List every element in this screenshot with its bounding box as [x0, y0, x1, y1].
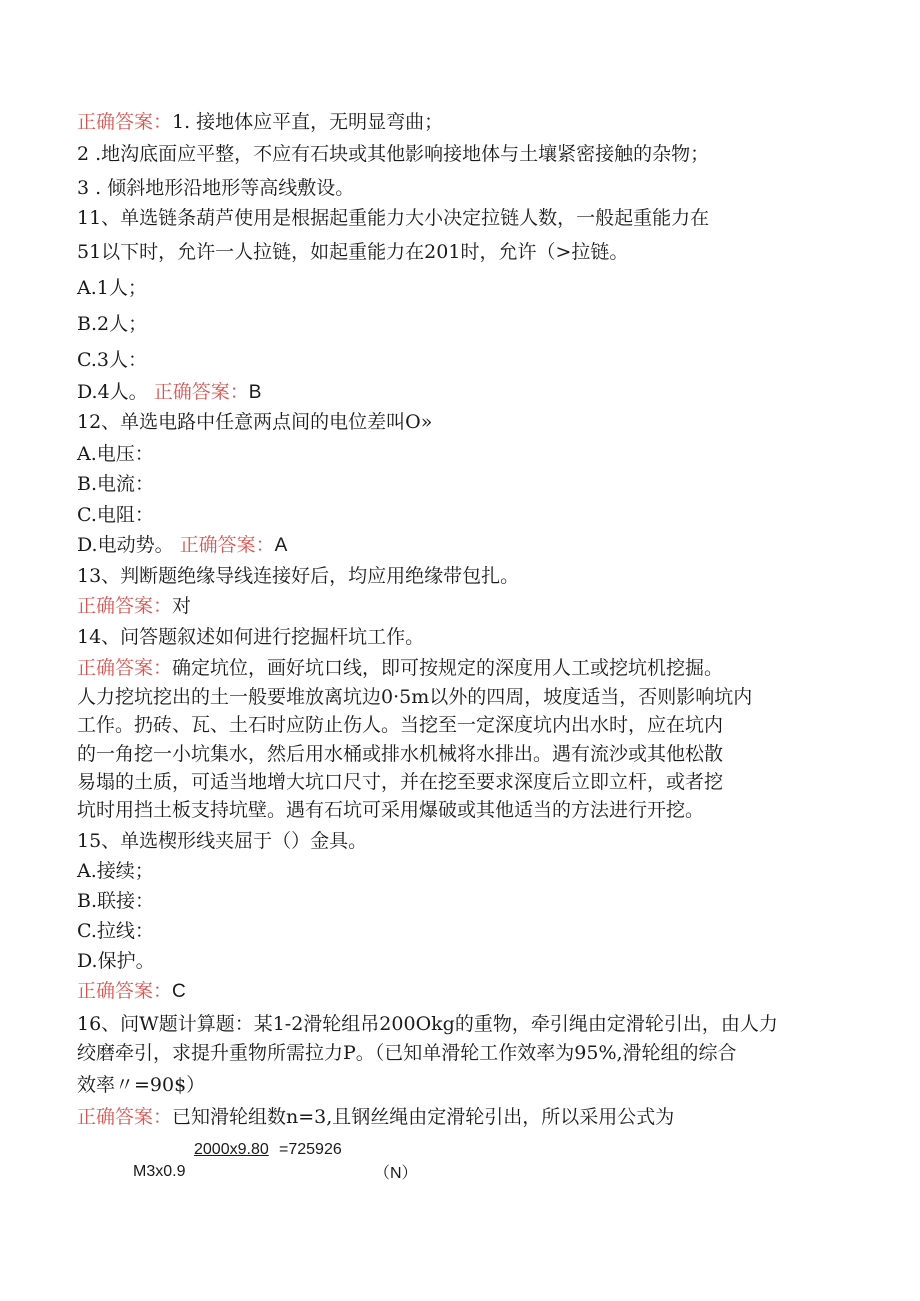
formula-numerator: 2000x9.80 — [194, 1141, 269, 1158]
formula-denominator: M3x0.9 — [133, 1163, 186, 1180]
question-16-answer-row — [77, 1105, 674, 1129]
question-15-option-a: A.接续； — [77, 860, 154, 882]
question-16-line-3: 效率〃=90$） — [77, 1074, 206, 1096]
question-12-answer: A — [274, 535, 288, 556]
question-15-option-d: D.保护。 — [77, 950, 155, 972]
question-11-option-a: A.1人； — [77, 277, 147, 299]
question-11-option-d-row — [77, 380, 261, 405]
question-14-answer-line-6: 坑时用挡土板支持坑壁。遇有石坑可采用爆破或其他适当的方法进行开挖。 — [77, 799, 705, 821]
question-15-answer-row — [77, 979, 186, 1004]
question-15-option-c: C.拉线： — [77, 920, 154, 942]
question-12-option-c: C.电阻： — [77, 504, 154, 526]
question-11-answer: B — [248, 382, 262, 403]
question-13: 13、判断题绝缘导线连接好后，均应用绝缘带包扎。 — [77, 565, 520, 587]
question-11-option-d: D.4人。 — [77, 381, 148, 403]
answer-line-1 — [77, 110, 443, 134]
question-15: 15、单选楔形线夹屈于（）金具。 — [77, 830, 368, 852]
question-12-option-d: D.电动势。 — [77, 534, 174, 556]
line-2: 2 .地沟底面应平整，不应有石块或其他影响接地体与土壤紧密接触的杂物； — [77, 143, 710, 165]
question-12-option-b: B.电流： — [77, 473, 155, 495]
question-14-answer-line-1 — [77, 656, 723, 680]
answer-text: 1. 接地体应平直，无明显弯曲； — [172, 111, 444, 133]
question-13-answer-row — [77, 594, 191, 618]
question-11-line-2: 51以下时，允许一人拉链，如起重能力在201时，允许（>拉链。 — [77, 241, 629, 263]
question-16-answer: 已知滑轮组数n=3,且钢丝绳由定滑轮引出，所以采用公式为 — [172, 1106, 675, 1128]
question-14-answer-line-3: 工作。扔砖、瓦、土石时应防止伤人。当挖至一定深度坑内出水时，应在坑内 — [77, 714, 724, 736]
question-15-answer: C — [172, 981, 186, 1002]
question-11-option-c: C.3人： — [77, 349, 147, 371]
question-14: 14、问答题叙述如何进行挖掘杆坑工作。 — [77, 626, 425, 648]
question-12: 12、单选电路中任意两点间的电位差叫O» — [77, 411, 433, 433]
question-14-answer-line-4: 的一角挖一小坑集水，然后用水桶或排水机械将水排出。遇有流沙或其他松散 — [77, 743, 724, 765]
answer-label: 正确答案： — [179, 534, 275, 556]
question-12-option-d-row — [77, 533, 287, 558]
question-14-answer-line-5: 易塌的土质，可适当地增大坑口尺寸，并在挖至要求深度后立即立杆，或者挖 — [77, 771, 724, 793]
question-14-answer-line-2: 人力挖坑挖出的土一般要堆放离坑边0·5m以外的四周，坡度适当，否则影响坑内 — [77, 686, 753, 708]
answer-text: 确定坑位，画好坑口线，即可按规定的深度用人工或挖坑机挖掘。 — [172, 657, 724, 679]
answer-label: 正确答案： — [77, 111, 173, 133]
question-13-answer: 对 — [172, 595, 192, 617]
question-15-option-b: B.联接： — [77, 890, 155, 912]
question-16-line-1: 16、问W题计算题：某1-2滑轮组吊200Okg的重物，牵引绳由定滑轮引出，由人力 — [77, 1013, 778, 1035]
question-11-option-b: B.2人； — [77, 313, 148, 335]
question-11-line-1: 11、单选链条葫芦使用是根据起重能力大小决定拉链人数，一般起重能力在 — [77, 207, 710, 229]
question-16-line-2: 绞磨牵引，求提升重物所需拉力P。（已知单滑轮工作效率为95%,滑轮组的综合 — [77, 1042, 737, 1064]
formula-result: =725926 — [279, 1141, 342, 1158]
answer-label: 正确答案： — [153, 381, 249, 403]
formula-unit: （N） — [374, 1165, 418, 1182]
answer-label: 正确答案： — [77, 595, 173, 617]
answer-label: 正确答案： — [77, 657, 173, 679]
answer-label: 正确答案： — [77, 1106, 173, 1128]
answer-label: 正确答案： — [77, 980, 173, 1002]
line-3: 3 . 倾斜地形沿地形等高线敷设。 — [77, 177, 355, 199]
question-12-option-a: A.电压： — [77, 443, 154, 465]
